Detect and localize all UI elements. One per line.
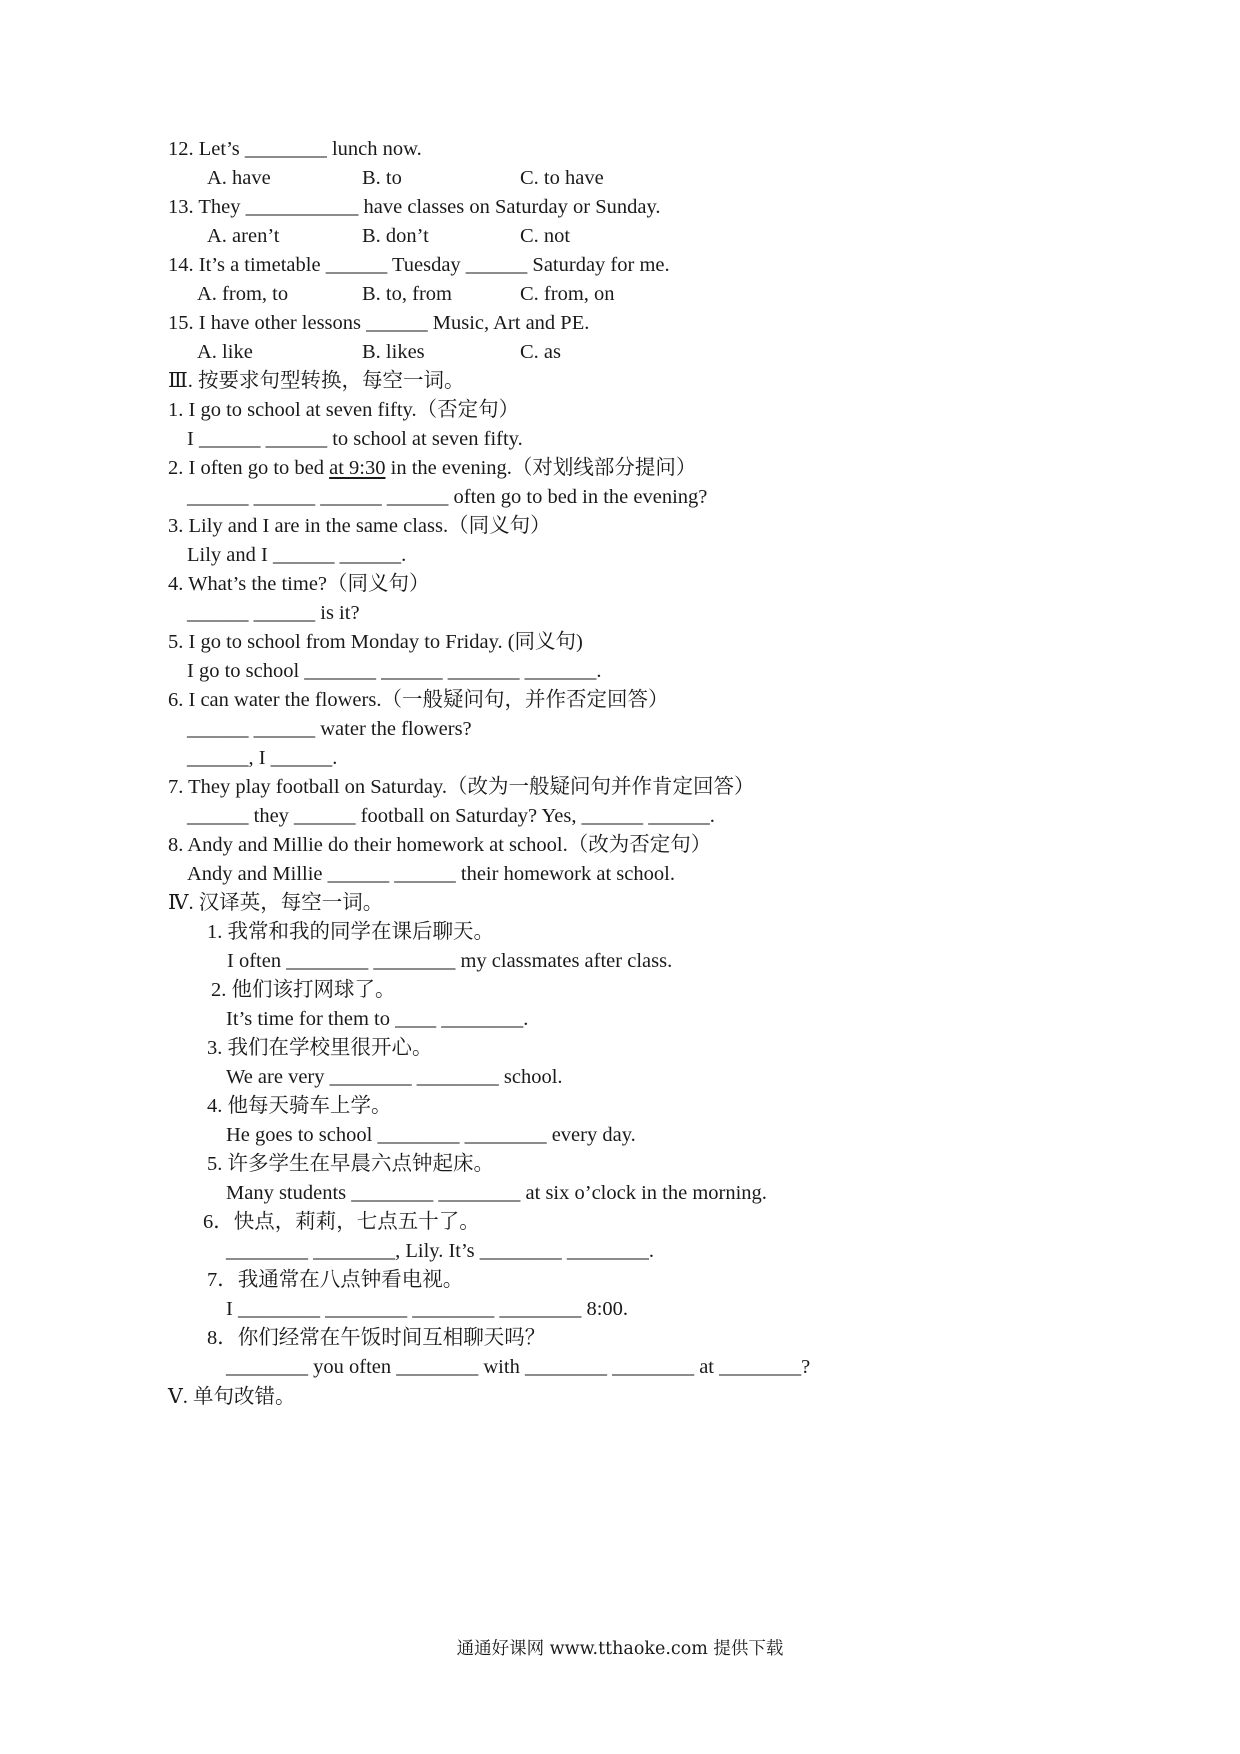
answer-3-1: I ______ ______ to school at seven fifty.: [187, 428, 523, 450]
sentence-3-3: 3. Lily and I are in the same class.（同义句）: [168, 515, 551, 537]
prompt-4-2: 2. 他们该打网球了。: [211, 979, 396, 1001]
question-13: 13. They ___________ have classes on Saturday or Sunday.: [168, 196, 661, 218]
option-c: C. not: [520, 225, 571, 247]
sentence-3-7: 7. They play football on Saturday.（改为一般疑问句并作肯定回答）: [168, 776, 755, 798]
underlined-phrase: at 9:30: [329, 457, 386, 479]
option-c: C. as: [520, 341, 561, 363]
options-15: [0, 337, 1240, 367]
option-a: A. have: [207, 167, 271, 189]
sentence-3-4: 4. What’s the time?（同义句）: [168, 573, 430, 595]
answer-4-4: He goes to school ________ ________ every day.: [226, 1124, 636, 1146]
sentence-text: 2. I often go to bed: [168, 457, 324, 479]
option-b: B. to, from: [362, 283, 452, 305]
option-b: B. to: [362, 167, 402, 189]
option-b: B. likes: [362, 341, 425, 363]
option-b: B. don’t: [362, 225, 429, 247]
answer-3-5: I go to school _______ ______ _______ _______.: [187, 660, 602, 682]
prompt-4-8: 8．你们经常在午饭时间互相聊天吗？: [207, 1327, 546, 1349]
question-15: 15. I have other lessons ______ Music, Art and PE.: [168, 312, 590, 334]
answer-3-6-reply: ______, I ______.: [187, 747, 338, 769]
answer-3-4: ______ ______ is it?: [187, 602, 360, 624]
options-13: [0, 221, 1240, 251]
sentence-3-1: 1. I go to school at seven fifty.（否定句）: [168, 399, 520, 421]
answer-3-2: ______ ______ ______ ______ often go to bed in the evening?: [187, 486, 708, 508]
section-3-heading: Ⅲ. 按要求句型转换，每空一词。: [168, 370, 465, 392]
option-a: A. from, to: [197, 283, 289, 305]
sentence-text: in the evening.（对划线部分提问）: [390, 457, 697, 479]
option-c: C. from, on: [520, 283, 615, 305]
answer-4-3: We are very ________ ________ school.: [226, 1066, 563, 1088]
page-footer: 通通好课网 www.tthaoke.com 提供下载: [456, 1639, 784, 1659]
question-14: 14. It’s a timetable ______ Tuesday ______ Saturday for me.: [168, 254, 670, 276]
prompt-4-4: 4. 他每天骑车上学。: [207, 1095, 392, 1117]
option-a: A. aren’t: [207, 225, 280, 247]
option-c: C. to have: [520, 167, 604, 189]
answer-3-7: ______ they ______ football on Saturday? Yes, ______ ______.: [187, 805, 715, 827]
option-a: A. like: [197, 341, 253, 363]
answer-4-6: ________ ________, Lily. It’s ________ ________.: [226, 1240, 655, 1262]
sentence-3-8: 8. Andy and Millie do their homework at school.（改为否定句）: [168, 834, 712, 856]
answer-4-2: It’s time for them to ____ ________.: [226, 1008, 529, 1030]
prompt-4-7: 7．我通常在八点钟看电视。: [207, 1269, 464, 1291]
section-4-heading: Ⅳ. 汉译英，每空一词。: [168, 892, 384, 914]
answer-4-5: Many students ________ ________ at six o’clock in the morning.: [226, 1182, 767, 1204]
answer-4-8: ________ you often ________ with ________ ________ at ________?: [226, 1356, 811, 1378]
answer-3-8: Andy and Millie ______ ______ their homework at school.: [187, 863, 675, 885]
answer-4-7: I ________ ________ ________ ________ 8:00.: [226, 1298, 629, 1320]
answer-3-3: Lily and I ______ ______.: [187, 544, 407, 566]
prompt-4-5: 5. 许多学生在早晨六点钟起床。: [207, 1153, 494, 1175]
answer-3-6-question: ______ ______ water the flowers?: [187, 718, 472, 740]
prompt-4-6: 6．快点，莉莉，七点五十了。: [203, 1211, 480, 1233]
section-5-heading: Ⅴ. 单句改错。: [168, 1386, 296, 1408]
prompt-4-1: 1. 我常和我的同学在课后聊天。: [207, 921, 494, 943]
prompt-4-3: 3. 我们在学校里很开心。: [207, 1037, 433, 1059]
options-14: [0, 279, 1240, 309]
answer-4-1: I often ________ ________ my classmates after class.: [227, 950, 673, 972]
question-12: 12. Let’s ________ lunch now.: [168, 138, 422, 160]
sentence-3-5: 5. I go to school from Monday to Friday. (同义句): [168, 631, 583, 653]
options-12: [0, 163, 1240, 193]
sentence-3-2: [168, 453, 696, 483]
sentence-3-6: 6. I can water the flowers.（一般疑问句，并作否定回答）: [168, 689, 669, 711]
